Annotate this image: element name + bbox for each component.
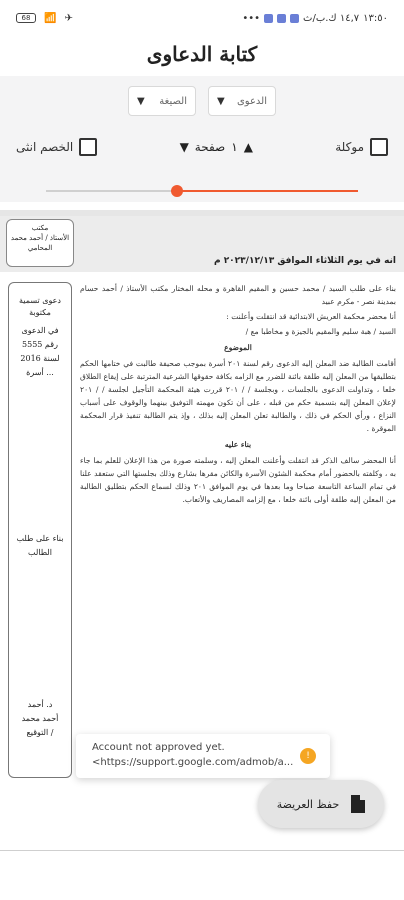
network-speed: ١٤,٧ ك.ب/ث [303, 12, 360, 24]
save-petition-label: حفظ العريضة [276, 797, 340, 811]
document-date-line: انه في يوم الثلاثاء الموافق ٢٠٢٣/١٢/١٣ م [213, 256, 396, 266]
status-right [242, 13, 388, 24]
section-body: أنا المحضر سالف الذكر قد انتقلت وأعلنت المعلن إليه ، وسلمته صورة من هذا الإعلان للعلم بما جاء به ، وكلفته بالحضور أمام محكمة الشئون الأسرة والكائن مقرها بشارع وذلك بجلستها التي ستعقد علنا في تمام الساعة التاسعة صباحا وما بعدها في يوم الموافق ٢٠١ وذلك لسماع الحكم بتطليق الطالبة من المعلن إليه طلقة أولى بائنة خلعا ، مع إلزامه المصاريف والأتعاب. [80, 456, 396, 504]
chevron-down-icon: ▼ [217, 95, 225, 107]
status-bar [0, 0, 404, 36]
sidebar-case-line: أسرة ... [26, 368, 54, 377]
chevron-down-icon[interactable]: ▼ [179, 140, 189, 154]
admob-toast[interactable] [76, 734, 330, 778]
sidebar-case-line: لسنة 2016 [20, 354, 60, 363]
opponent-checkbox[interactable] [79, 138, 97, 156]
lawsuit-select-label: الدعوى [236, 95, 267, 107]
agent-label: موكلة [335, 140, 364, 154]
sidebar-request-line: بناء على طلب [16, 534, 64, 543]
toast-message: Account not approved yet. <https://support.google.com/admob/a... [92, 742, 294, 768]
document-body [80, 282, 396, 508]
form-select[interactable] [128, 86, 196, 116]
stamp-line: مكتب [31, 224, 49, 232]
form-select-label: الصيغة [159, 95, 187, 107]
app-notification-icon [264, 14, 273, 23]
office-stamp [6, 219, 74, 267]
chevron-up-icon[interactable]: ▲ [243, 140, 253, 154]
sidebar-title: دعوى تسمية مكتوبة [19, 296, 61, 317]
stamp-line: الأستاذ / أحمد محمد [10, 234, 70, 242]
stamp-line: المحامي [27, 244, 53, 252]
warning-icon: ! [300, 748, 316, 764]
section-title: بناء عليه [224, 440, 252, 449]
save-petition-button[interactable] [258, 780, 384, 828]
opponent-label: الخصم انثى [16, 140, 74, 154]
app-notification-icon [290, 14, 299, 23]
status-left [16, 13, 73, 24]
chevron-down-icon: ▼ [137, 95, 145, 107]
slider-fill [177, 190, 358, 192]
options-row [14, 138, 390, 156]
page-number: ١ [231, 140, 238, 154]
slider-thumb[interactable] [171, 185, 183, 197]
wifi-icon: 📶 [44, 12, 57, 24]
bottom-divider [0, 850, 404, 851]
case-sidebar [8, 282, 72, 778]
sidebar-signature-line: أحمد محمد [21, 714, 59, 723]
zoom-slider[interactable] [46, 190, 358, 192]
status-time: ١٣:٥٠ [363, 12, 388, 24]
sidebar-signature-line: د. أحمد [27, 700, 53, 709]
lawsuit-select[interactable] [208, 86, 276, 116]
controls-panel [0, 76, 404, 202]
body-paragraph: السيد / هبة سليم والمقيم بالجيزة و مخاطبا مع / [245, 327, 396, 336]
body-paragraph: أنا محضر محكمة العريش الابتدائية قد انتقلت وأعلنت : [226, 312, 396, 321]
page-label: صفحة [194, 140, 226, 154]
more-notifications-icon: ••• [242, 12, 261, 24]
document-icon [351, 795, 365, 813]
battery-icon: 68 [16, 13, 36, 23]
sidebar-signature-line: التوقيع / [26, 728, 54, 737]
sidebar-request-line: الطالب [28, 548, 52, 557]
document-header [0, 216, 404, 272]
body-paragraph: بناء على طلب السيد / محمد حسين و المقيم القاهرة و محله المختار مكتب الأستاذ / أحمد حسام بمدينة نصر - مكرم عبيد [80, 284, 396, 306]
sidebar-case-line: رقم 5555 [22, 340, 58, 349]
section-body: أقامت الطالبة ضد المعلن إليه الدعوى رقم لسنة ٢٠١ أسرة بموجب صحيفة طالبت في ختامها الحكم بتطليقها من المعلن إليه طلقة بائنة للضرر مع الزامه بكافة حقوقها الشرعية المترتبة على إيقاع الطلاق خلعا ، وتداولت الدعوى بالجلسات ، وبجلسة / / ٢٠١ قررت هيئة المحكمة التأجيل لجلسة / / ٢٠١ لإعلان المعلن إليه بتسمية حكم من قبله ، على أن تكون مهمته التوفيق بينهما والوقوف على أسباب النزاع ، ورأي الحكم في ذلك ، والطالبة تعلن المعلن إليه بذلك ، وإذ يتم الطالبة تنفيذ قرار المحكمة الموقرة . [80, 359, 396, 433]
app-title: كتابة الدعاوى [146, 42, 258, 66]
opponent-checkbox-group[interactable] [16, 138, 97, 156]
select-row [14, 86, 390, 116]
sidebar-case-line: في الدعوى [21, 326, 59, 335]
section-title: الموضوع [224, 343, 252, 352]
app-notification-icon [277, 14, 286, 23]
agent-checkbox[interactable] [370, 138, 388, 156]
airplane-icon: ✈ [64, 12, 73, 24]
page-select[interactable] [180, 140, 253, 154]
agent-checkbox-group[interactable] [335, 138, 388, 156]
